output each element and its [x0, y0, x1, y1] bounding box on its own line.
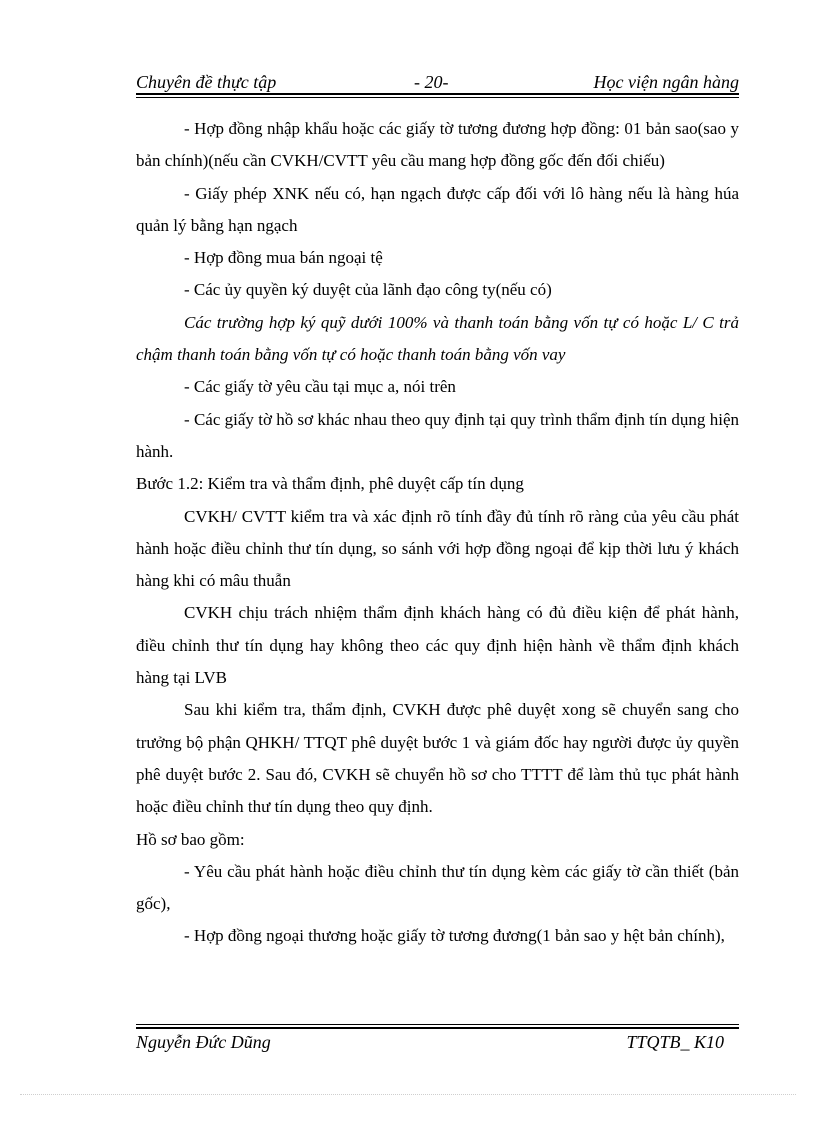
- page-footer: [136, 1029, 739, 1055]
- paragraph: - Giấy phép XNK nếu có, hạn ngạch được cấp đối với lô hàng nếu là hàng húa quản lý bằng hạn ngạch: [136, 183, 739, 235]
- paragraph: - Hợp đồng ngoại thương hoặc giấy tờ tương đương(1 bản sao y hệt bản chính),: [184, 926, 725, 946]
- paragraph: Sau khi kiểm tra, thẩm định, CVKH được phê duyệt xong sẽ chuyển sang cho trưởng bộ phận QHKH/ TTQT phê duyệt bước 1 và giám đốc hay người được ủy quyền phê duyệt bước 2. Sau đó, CVKH sẽ chuyển hồ sơ cho TTTT để làm thủ tục phát hành hoặc điều chỉnh thư tín dụng theo quy định.: [136, 700, 739, 817]
- header-title: Chuyên đề thực tập: [136, 72, 277, 92]
- paragraph: - Hợp đồng mua bán ngoại tệ: [184, 248, 383, 268]
- paragraph: - Các giấy tờ yêu cầu tại mục a, nói trên: [184, 377, 456, 397]
- step-heading: Bước 1.2: Kiểm tra và thẩm định, phê duyệt cấp tín dụng: [136, 474, 524, 494]
- paragraph: CVKH chịu trách nhiệm thẩm định khách hàng có đủ điều kiện để phát hành, điều chỉnh thư tín dụng hay không theo các quy định hiện hành về thẩm định khách hàng tại LVB: [136, 603, 739, 688]
- page-number: - 20-: [414, 72, 449, 92]
- page-boundary-line: [20, 1094, 796, 1095]
- header-institution: Học viện ngân hàng: [593, 72, 739, 92]
- page-header: [136, 70, 739, 94]
- italic-subheading: Các trường hợp ký quỹ dưới 100% và thanh toán bằng vốn tự có hoặc L/ C trả chậm thanh toán bằng vốn tự có hoặc thanh toán bằng vốn vay: [136, 312, 739, 365]
- header-rule: [136, 93, 739, 95]
- paragraph: CVKH/ CVTT kiểm tra và xác định rõ tính đầy đủ tính rõ ràng của yêu cầu phát hành hoặc điều chỉnh thư tín dụng, so sánh với hợp đồng ngoại để kịp thời lưu ý khách hàng khi có mâu thuẫn: [136, 506, 739, 591]
- header-rule-thin: [136, 97, 739, 98]
- page-body: [136, 113, 739, 953]
- paragraph: - Hợp đồng nhập khẩu hoặc các giấy tờ tương đương hợp đồng: 01 bản sao(sao y bản chính)(nếu cần CVKH/CVTT yêu cầu mang hợp đồng gốc đến đối chiếu): [136, 119, 739, 171]
- class-code: TTQTB_ K10: [626, 1032, 724, 1052]
- paragraph: - Yêu cầu phát hành hoặc điều chỉnh thư tín dụng kèm các giấy tờ cần thiết (bản gốc),: [136, 861, 739, 914]
- footer-rule-thin: [136, 1024, 739, 1025]
- paragraph: - Các giấy tờ hồ sơ khác nhau theo quy định tại quy trình thẩm định tín dụng hiện hành.: [136, 409, 739, 461]
- list-heading: Hồ sơ bao gồm:: [136, 829, 245, 849]
- paragraph: - Các ủy quyền ký duyệt của lãnh đạo công ty(nếu có): [184, 280, 552, 300]
- author-name: Nguyễn Đức Dũng: [136, 1032, 271, 1052]
